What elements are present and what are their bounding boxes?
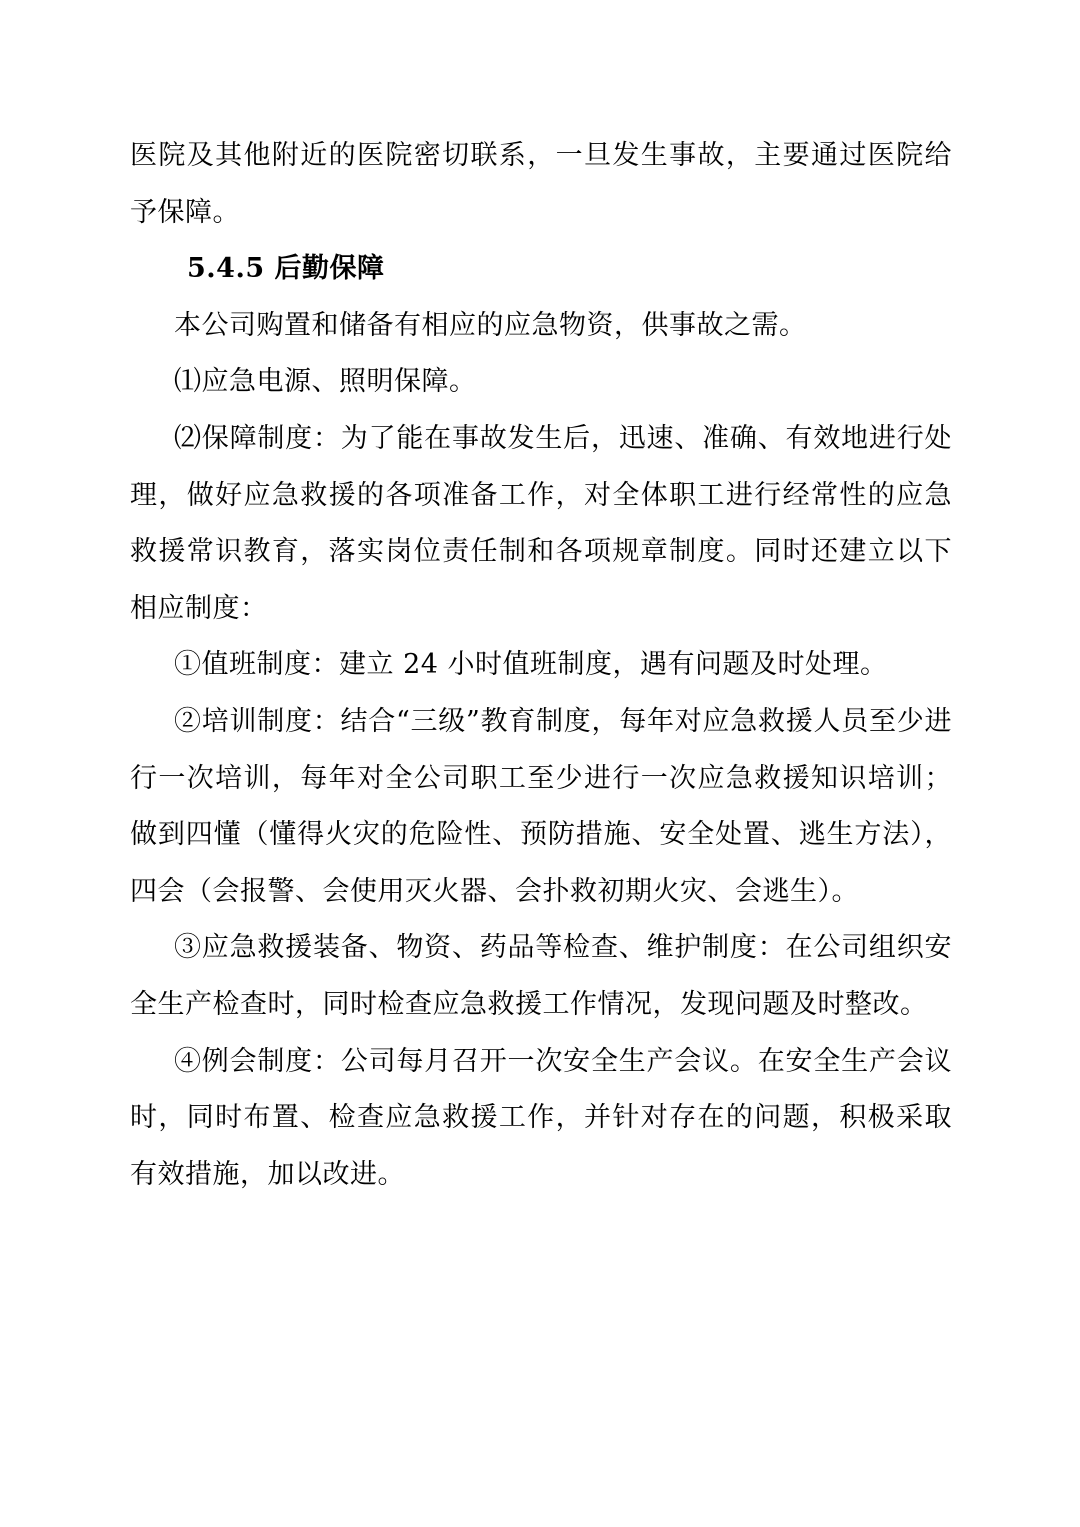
paragraph-hospital-continuation: 医院及其他附近的医院密切联系，一旦发生事故，主要通过医院给予保障。 (130, 140, 952, 228)
paragraph-meeting-system: ④例会制度：公司每月召开一次安全生产会议。在安全生产会议时，同时布置、检查应急救援工作，并针对存在的问题，积极采取有效措施，加以改进。 (130, 1045, 952, 1190)
paragraph-guarantee-system: ⑵保障制度：为了能在事故发生后，迅速、准确、有效地进行处理，做好应急救援的各项准备工作，对全体职工进行经常性的应急救援常识教育，落实岗位责任制和各项规章制度。同时还建立以下相应制度： (130, 422, 952, 624)
paragraph-inspection-system: ③应急救援装备、物资、药品等检查、维护制度：在公司组织安全生产检查时，同时检查应急救援工作情况，发现问题及时整改。 (130, 932, 952, 1020)
paragraph-power-lighting: ⑴应急电源、照明保障。 (174, 366, 477, 398)
section-heading-logistics: 5.4.5 后勤保障 (187, 253, 385, 285)
document-body (130, 128, 952, 1203)
paragraph-duty-system: ①值班制度：建立 24 小时值班制度，遇有问题及时处理。 (174, 649, 888, 681)
paragraph-materials: 本公司购置和储备有相应的应急物资，供事故之需。 (174, 309, 807, 341)
paragraph-training-system: ②培训制度：结合“三级”教育制度，每年对应急救援人员至少进行一次培训，每年对全公司职工至少进行一次应急救援知识培训；做到四懂（懂得火灾的危险性、预防措施、安全处置、逃生方法），四会（会报警、会使用灭火器、会扑救初期火灾、会逃生）。 (130, 705, 952, 907)
